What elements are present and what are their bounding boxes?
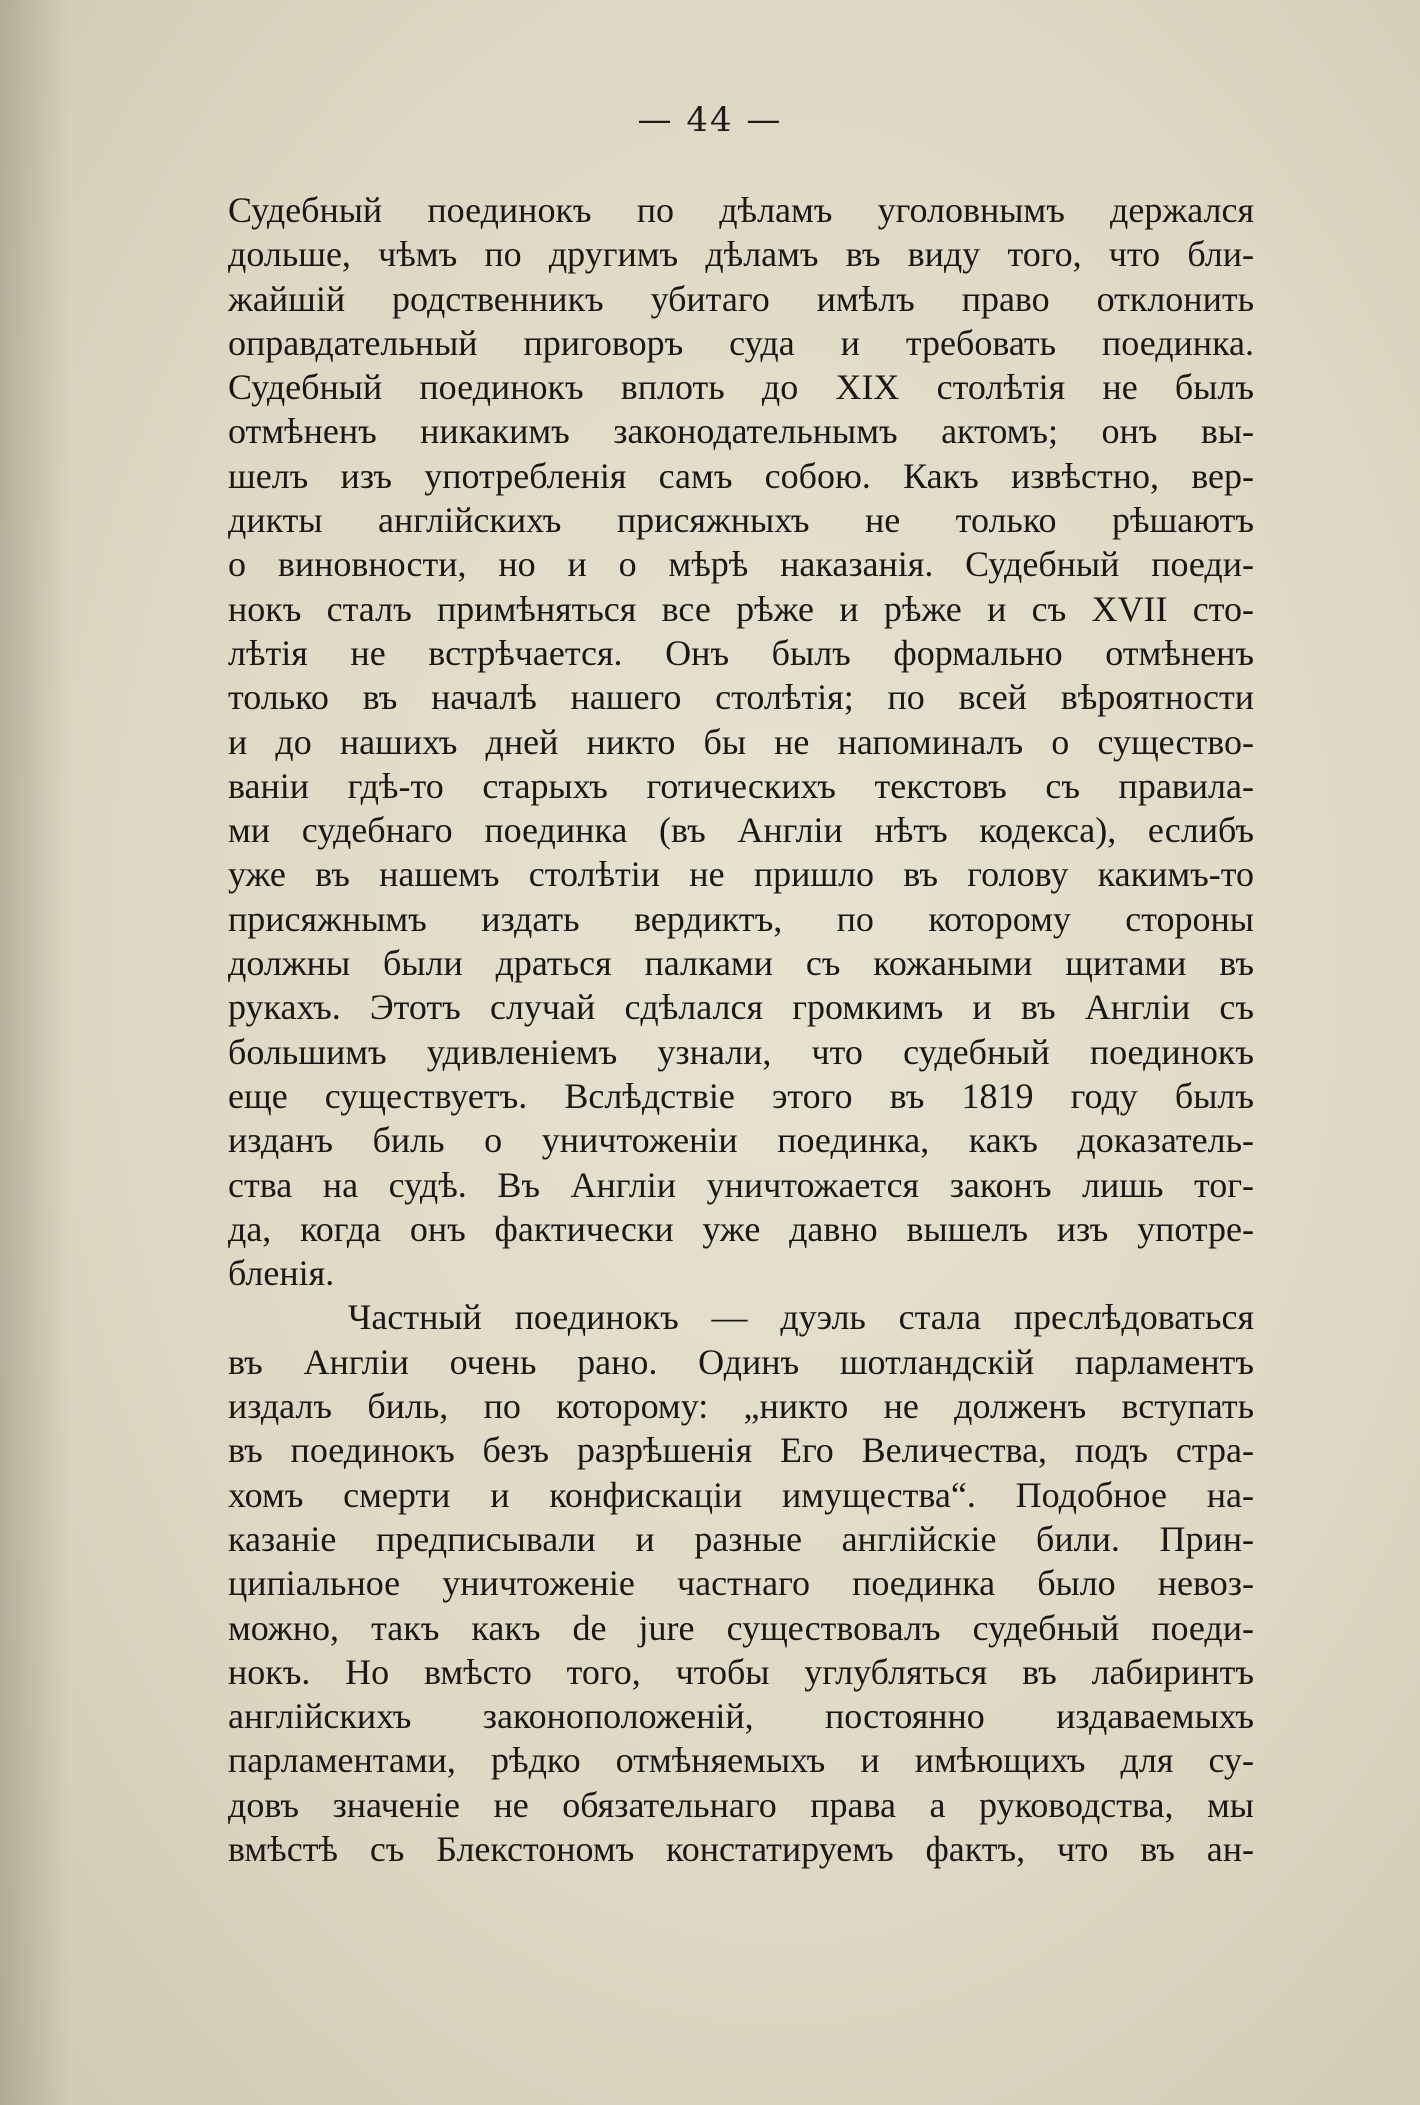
text-line: дольше, чѣмъ по другимъ дѣламъ въ виду того, что бли-	[228, 234, 1254, 275]
text-line: большимъ удивленіемъ узнали, что судебный поединокъ	[228, 1031, 1254, 1072]
text-line: и до нашихъ дней никто бы не напоминалъ о существо-	[228, 721, 1254, 762]
text-line: въ Англіи очень рано. Одинъ шотландскій парламентъ	[228, 1341, 1254, 1382]
text-line: Частный поединокъ — дуэль стала преслѣдоваться	[348, 1297, 1254, 1338]
text-line: англійскихъ законоположеній, постоянно издаваемыхъ	[228, 1696, 1254, 1737]
text-line: казаніе предписывали и разные англійскіе били. Прин-	[228, 1518, 1254, 1559]
text-line: въ поединокъ безъ разрѣшенія Его Величества, подъ стра-	[228, 1430, 1254, 1471]
text-line: ства на судѣ. Въ Англіи уничтожается законъ лишь тог-	[228, 1164, 1254, 1205]
text-line: лѣтія не встрѣчается. Онъ былъ формально отмѣненъ	[228, 632, 1254, 673]
text-line: ваніи гдѣ-то старыхъ готическихъ текстовъ съ правила-	[228, 765, 1254, 806]
text-line: ципіальное уничтоженіе частнаго поединка было невоз-	[228, 1563, 1254, 1604]
text-line: уже въ нашемъ столѣтіи не пришло въ голову какимъ-то	[228, 854, 1254, 895]
text-line: отмѣненъ никакимъ законодательнымъ актомъ; онъ вы-	[228, 411, 1254, 452]
text-line: рукахъ. Этотъ случай сдѣлался громкимъ и въ Англіи съ	[228, 987, 1254, 1028]
text-line: нокъ. Но вмѣсто того, чтобы углубляться въ лабиринтъ	[228, 1651, 1254, 1692]
spine-shadow	[0, 0, 70, 2105]
text-line: парламентами, рѣдко отмѣняемыхъ и имѣющихъ для су-	[228, 1740, 1254, 1781]
text-line: хомъ смерти и конфискаціи имущества“. Подобное на-	[228, 1474, 1254, 1515]
paragraph-2	[228, 1295, 1254, 1871]
text-line: издалъ биль, по которому: „никто не долженъ вступать	[228, 1386, 1254, 1427]
text-line: можно, такъ какъ de jure существовалъ судебный поеди-	[228, 1607, 1254, 1648]
text-line: присяжнымъ издать вердиктъ, по которому стороны	[228, 898, 1254, 939]
body-text	[228, 188, 1254, 1871]
text-line: довъ значеніе не обязательнаго права а руководства, мы	[228, 1784, 1254, 1825]
text-line: вмѣстѣ съ Блекстономъ констатируемъ фактъ, что въ ан-	[228, 1828, 1254, 1869]
text-line: бленія.	[228, 1253, 335, 1294]
text-line: Судебный поединокъ по дѣламъ уголовнымъ держался	[228, 190, 1254, 230]
paragraph-1	[228, 188, 1254, 1295]
page-number: — 44 —	[637, 100, 783, 140]
text-line: жайшій родственникъ убитаго имѣлъ право отклонить	[228, 278, 1254, 319]
text-line: шелъ изъ употребленія самъ собою. Какъ извѣстно, вер-	[228, 455, 1254, 496]
text-line: дикты англійскихъ присяжныхъ не только рѣшаютъ	[228, 500, 1254, 541]
text-line: о виновности, но и о мѣрѣ наказанія. Судебный поеди-	[228, 544, 1254, 585]
text-line: изданъ биль о уничтоженіи поединка, какъ доказатель-	[228, 1120, 1254, 1161]
text-line: только въ началѣ нашего столѣтія; по всей вѣроятности	[228, 677, 1254, 718]
text-line: должны были драться палками съ кожаными щитами въ	[228, 943, 1254, 984]
text-line: ми судебнаго поединка (въ Англіи нѣтъ кодекса), еслибъ	[228, 810, 1254, 851]
text-line: еще существуетъ. Вслѣдствіе этого въ 1819 году былъ	[228, 1075, 1254, 1116]
text-line: оправдательный приговоръ суда и требовать поединка.	[228, 322, 1254, 363]
text-line: Судебный поединокъ вплоть до XIX столѣтія не былъ	[228, 367, 1254, 408]
text-line: да, когда онъ фактически уже давно вышелъ изъ употре-	[228, 1208, 1254, 1249]
text-line: нокъ сталъ примѣняться все рѣже и рѣже и съ XVII сто-	[228, 588, 1254, 629]
